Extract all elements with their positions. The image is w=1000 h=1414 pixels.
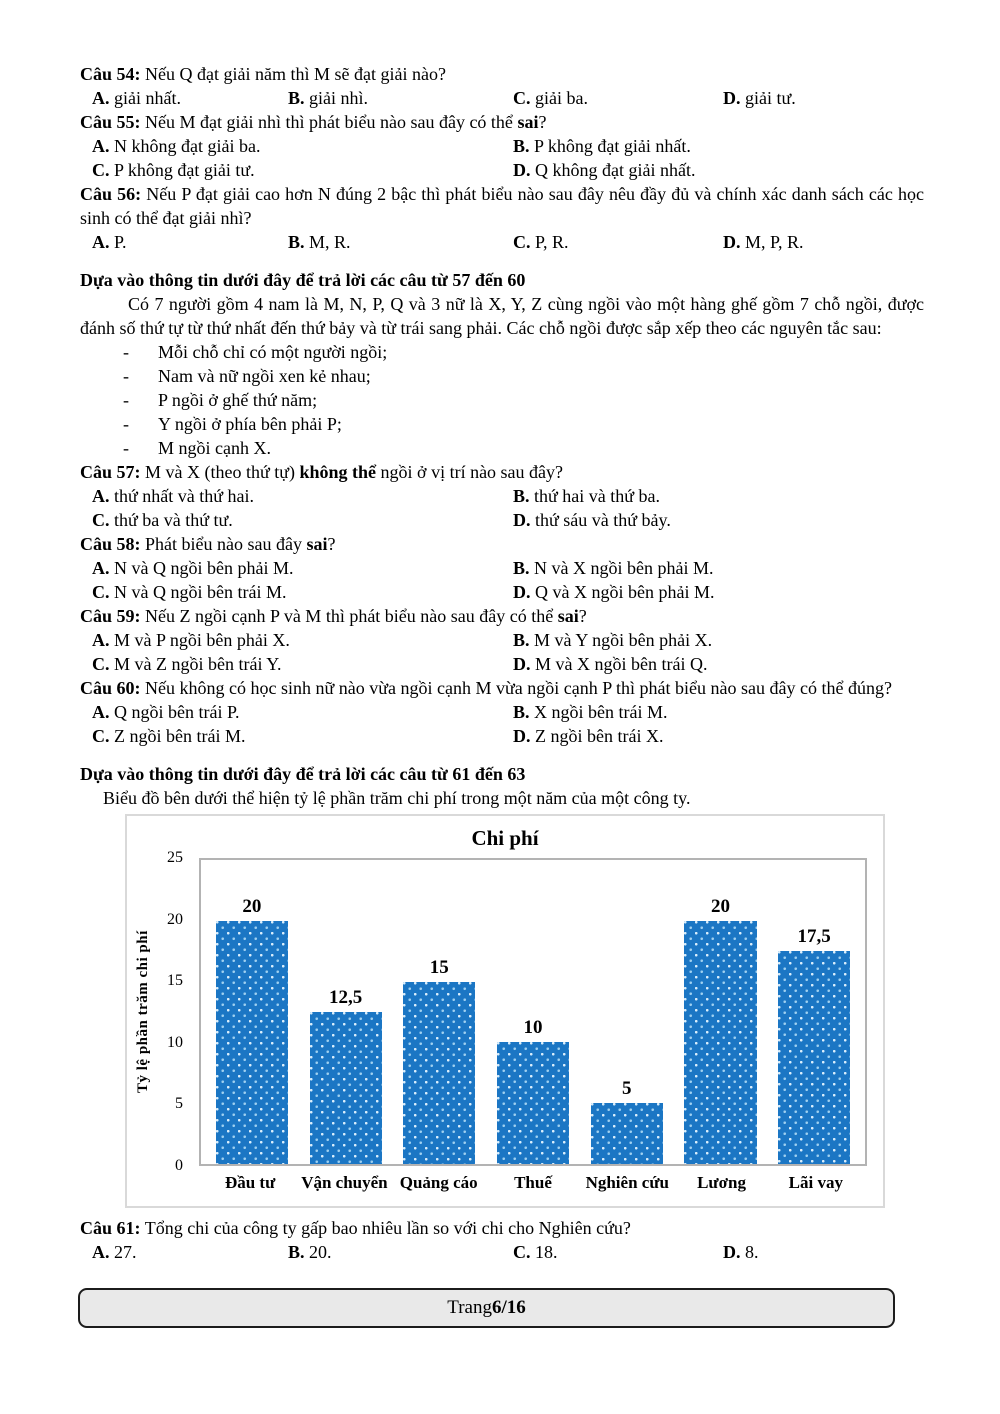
question-56	[80, 182, 924, 254]
question-59-number: Câu 59:	[80, 606, 141, 626]
rule-item-4: - Y ngồi ở phía bên phải P;	[123, 414, 342, 434]
category-label: Lương	[697, 1173, 746, 1192]
bar	[403, 982, 475, 1164]
chart-title: Chi phí	[471, 826, 539, 850]
y-tick-label: 0	[175, 1157, 183, 1174]
bar-value-label: 17,5	[797, 926, 831, 948]
option-61-d: D. 8.	[723, 1242, 759, 1262]
question-54-options	[80, 86, 924, 110]
question-61-number: Câu 61:	[80, 1218, 141, 1238]
category-label: Vận chuyển	[301, 1173, 388, 1192]
option-61-b: B. 20.	[288, 1242, 332, 1262]
bar-value-label: 12,5	[328, 987, 363, 1008]
y-axis-label: Tỷ lệ phần trăm chi phí	[135, 930, 151, 1094]
chart-bar-slot	[674, 860, 768, 1164]
question-61	[80, 1216, 924, 1264]
y-tick-label: 25	[167, 849, 183, 866]
option-54-b: B. giải nhì.	[288, 88, 369, 108]
y-tick-label: 5	[175, 1095, 183, 1113]
y-tick-label: 20	[167, 910, 183, 928]
rule-item-3: - P ngồi ở ghế thứ năm;	[123, 390, 318, 410]
chart-plot-area	[199, 858, 867, 1166]
question-55-text: Câu 55: Nếu M đạt giải nhì thì phát biểu nào sau đây có thể sai?	[80, 112, 547, 132]
option-57-b: B. thứ hai và thứ ba.	[513, 486, 660, 506]
expenses-bar-chart	[125, 814, 885, 1208]
chart-bar-slot	[205, 860, 299, 1164]
bar	[216, 921, 288, 1164]
question-61-options	[80, 1240, 924, 1264]
question-55-number: Câu 55:	[80, 112, 141, 132]
question-57-options	[80, 484, 924, 532]
question-59	[80, 604, 924, 676]
bar-value-label: 20	[710, 895, 730, 917]
bar-value-label: 20	[242, 895, 262, 917]
option-57-c: C. thứ ba và thứ tư.	[92, 510, 233, 530]
question-58-options	[80, 556, 924, 604]
question-56-text: Câu 56: Nếu P đạt giải cao hơn N đúng 2 bậc thì phát biểu nào sau đây nêu đầy đủ và chính xác danh sách các học sinh có thể đạt giải nhì?	[80, 184, 924, 228]
option-56-c: C. P, R.	[513, 232, 569, 252]
rule-item-5: - M ngồi cạnh X.	[123, 438, 271, 458]
rule-item-2: - Nam và nữ ngồi xen kẻ nhau;	[123, 366, 371, 386]
question-56-number: Câu 56:	[80, 184, 142, 204]
option-60-c: C. Z ngồi bên trái M.	[92, 726, 246, 746]
bar	[591, 1103, 663, 1164]
bar	[778, 951, 850, 1164]
option-57-a: A. thứ nhất và thứ hai.	[92, 486, 254, 506]
option-59-b: B. M và Y ngồi bên phải X.	[513, 630, 713, 650]
option-55-d: D. Q không đạt giải nhất.	[513, 160, 696, 180]
bar	[497, 1042, 569, 1164]
question-60	[80, 676, 924, 748]
bar-value-label: 5	[621, 1078, 632, 1100]
question-61-text: Câu 61: Tổng chi của công ty gấp bao nhiêu lần so với chi cho Nghiên cứu?	[80, 1218, 631, 1238]
footer-label: Trang	[447, 1297, 492, 1318]
bar	[310, 1012, 382, 1164]
category-label: Quảng cáo	[399, 1173, 478, 1192]
question-60-text: Câu 60: Nếu không có học sinh nữ nào vừa ngồi cạnh M vừa ngồi cạnh P thì phát biểu nào sau đây có thể đúng?	[80, 678, 892, 698]
chart-bar-slot	[580, 860, 674, 1164]
option-54-a: A. giải nhất.	[92, 88, 181, 108]
question-55	[80, 110, 924, 182]
section-paragraph: Có 7 người gồm 4 nam là M, N, P, Q và 3 nữ là X, Y, Z cùng ngồi vào một hàng ghế gồm 7 chỗ ngồi, được đánh số thứ tự từ thứ nhất đến thứ bảy và từ trái sang phải. Các chỗ ngồi được sắp xếp theo các nguyên tắc sau:	[80, 294, 924, 338]
chart-caption: Biểu đồ bên dưới thể hiện tỷ lệ phần trăm chi phí trong một năm của một công ty.	[103, 788, 691, 808]
option-61-a: A. 27.	[92, 1242, 137, 1262]
chart-area	[135, 849, 867, 1174]
option-58-c: C. N và Q ngồi bên trái M.	[92, 582, 287, 602]
question-59-text: Câu 59: Nếu Z ngồi cạnh P và M thì phát biểu nào sau đây có thể sai?	[80, 606, 587, 626]
page-footer	[78, 1288, 895, 1328]
y-tick-label: 10	[167, 1033, 183, 1051]
question-59-options	[80, 628, 924, 676]
footer-page-number: 6/16	[491, 1297, 526, 1318]
bar-value-label: 15	[429, 956, 449, 978]
option-59-a: A. M và P ngồi bên phải X.	[92, 630, 290, 650]
option-60-a: A. Q ngồi bên trái P.	[92, 702, 240, 722]
section-header-61-63: Dựa vào thông tin dưới đây để trả lời các câu từ 61 đến 63	[80, 764, 526, 784]
option-61-c: C. 18.	[513, 1242, 558, 1262]
option-57-d: D. thứ sáu và thứ bảy.	[513, 510, 671, 530]
rule-item-1: - Mỗi chỗ chỉ có một người ngồi;	[123, 342, 388, 362]
question-57	[80, 460, 924, 532]
option-54-d: D. giải tư.	[723, 88, 796, 108]
category-label: Nghiên cứu	[585, 1173, 669, 1192]
chart-bar-slot	[486, 860, 580, 1164]
category-label: Đầu tư	[224, 1173, 276, 1192]
option-60-d: D. Z ngồi bên trái X.	[513, 726, 664, 746]
option-58-b: B. N và X ngồi bên phải M.	[513, 558, 714, 578]
question-54-text: Câu 54: Nếu Q đạt giải năm thì M sẽ đạt giải nào?	[80, 64, 446, 84]
chart-bar-slot	[767, 860, 861, 1164]
option-59-c: C. M và Z ngồi bên trái Y.	[92, 654, 282, 674]
question-55-options	[80, 134, 924, 182]
option-59-d: D. M và X ngồi bên trái Q.	[513, 654, 708, 674]
question-60-number: Câu 60:	[80, 678, 141, 698]
option-55-a: A. N không đạt giải ba.	[92, 136, 261, 156]
option-55-b: B. P không đạt giải nhất.	[513, 136, 691, 156]
option-58-a: A. N và Q ngồi bên phải M.	[92, 558, 294, 578]
question-58-number: Câu 58:	[80, 534, 141, 554]
question-60-options	[80, 700, 924, 748]
bar	[684, 921, 756, 1164]
option-56-b: B. M, R.	[288, 232, 351, 252]
option-56-d: D. M, P, R.	[723, 232, 804, 252]
option-60-b: B. X ngồi bên trái M.	[513, 702, 668, 722]
question-54	[80, 62, 924, 110]
option-55-c: C. P không đạt giải tư.	[92, 160, 255, 180]
question-58-text: Câu 58: Phát biểu nào sau đây sai?	[80, 534, 336, 554]
chart-bar-slot	[299, 860, 393, 1164]
y-axis-ticks	[151, 849, 191, 1174]
y-tick-label: 15	[167, 972, 183, 990]
chart-bar-slot	[392, 860, 486, 1164]
option-56-a: A. P.	[92, 232, 127, 252]
question-56-options	[80, 230, 924, 254]
x-axis-category-row	[199, 1170, 867, 1196]
question-57-text: Câu 57: M và X (theo thứ tự) không thể ngồi ở vị trí nào sau đây?	[80, 462, 564, 482]
question-54-number: Câu 54:	[80, 64, 141, 84]
category-label: Thuế	[514, 1173, 552, 1192]
option-54-c: C. giải ba.	[513, 88, 588, 108]
category-label: Lãi vay	[788, 1173, 843, 1192]
section-header-57-60: Dựa vào thông tin dưới đây để trả lời các câu từ 57 đến 60	[80, 270, 526, 290]
question-57-number: Câu 57:	[80, 462, 141, 482]
option-58-d: D. Q và X ngồi bên phải M.	[513, 582, 715, 602]
question-58	[80, 532, 924, 604]
bar-value-label: 10	[523, 1017, 543, 1039]
